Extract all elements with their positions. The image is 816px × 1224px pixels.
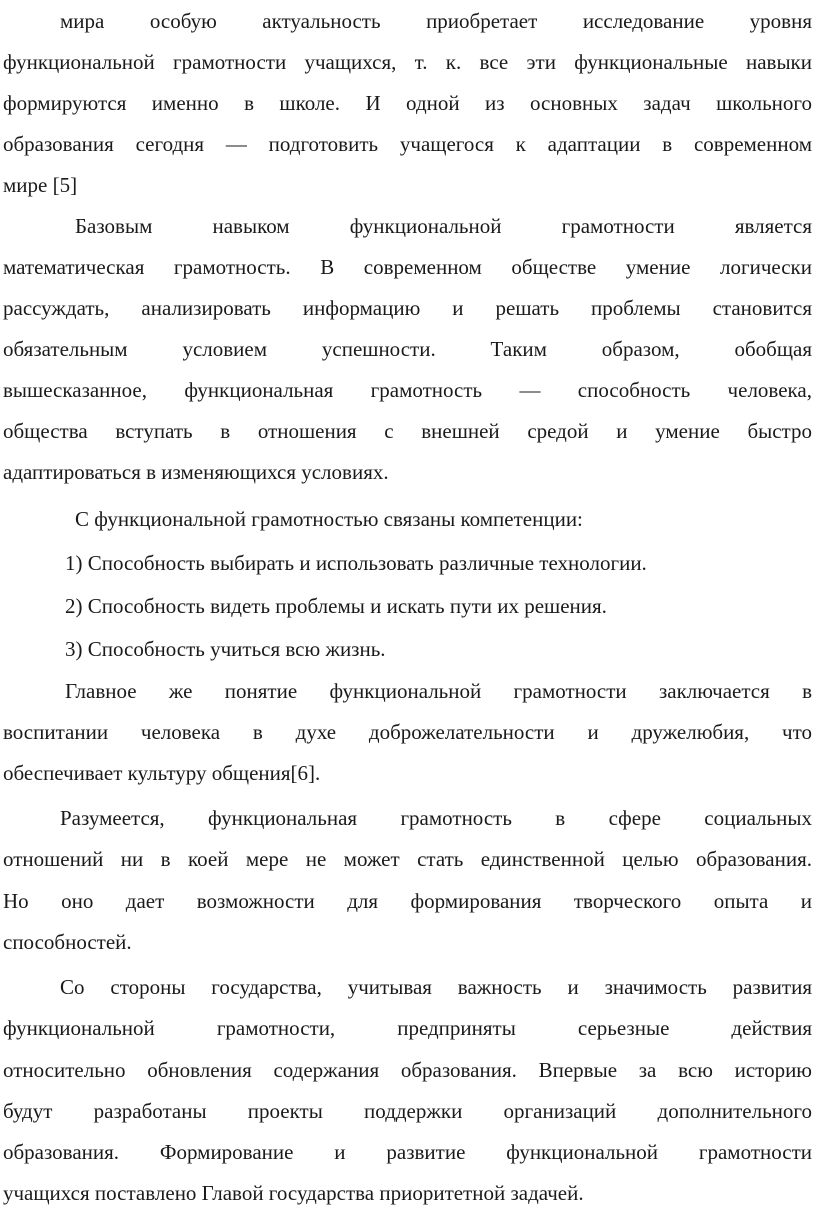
list-item: 3) Способность учиться всю жизнь. bbox=[65, 637, 386, 661]
text-line: формируются именно в школе. И одной из основных задач школьного bbox=[3, 91, 812, 115]
text-line: адаптироваться в изменяющихся условиях. bbox=[3, 460, 389, 484]
text-line: функциональной грамотности учащихся, т. к. все эти функциональные навыки bbox=[3, 50, 812, 74]
list-item: 2) Способность видеть проблемы и искать пути их решения. bbox=[65, 594, 607, 618]
text-line: математическая грамотность. В современном обществе умение логически bbox=[3, 255, 812, 279]
text-line: Базовым навыком функциональной грамотности является bbox=[75, 214, 812, 238]
text-line: общества вступать в отношения с внешней средой и умение быстро bbox=[3, 419, 812, 443]
text-line: будут разработаны проекты поддержки организаций дополнительного bbox=[3, 1099, 812, 1123]
text-line: образования. Формирование и развитие функциональной грамотности bbox=[3, 1140, 812, 1164]
text-line: Со стороны государства, учитывая важность и значимость развития bbox=[60, 975, 812, 999]
text-line: мира особую актуальность приобретает исследование уровня bbox=[60, 9, 812, 33]
text-line: Разумеется, функциональная грамотность в сфере социальных bbox=[60, 806, 812, 830]
text-line: С функциональной грамотностью связаны компетенции: bbox=[75, 507, 583, 531]
text-line: Главное же понятие функциональной грамотности заключается в bbox=[65, 679, 812, 703]
text-line: относительно обновления содержания образования. Впервые за всю историю bbox=[3, 1058, 812, 1082]
text-line: вышесказанное, функциональная грамотность — способность человека, bbox=[3, 378, 812, 402]
text-line: обязательным условием успешности. Таким образом, обобщая bbox=[3, 337, 812, 361]
text-line: рассуждать, анализировать информацию и решать проблемы становится bbox=[3, 296, 812, 320]
text-line: учащихся поставлено Главой государства приоритетной задачей. bbox=[3, 1181, 584, 1205]
text-line: мире [5] bbox=[3, 173, 78, 197]
text-line: воспитании человека в духе доброжелательности и дружелюбия, что bbox=[3, 720, 812, 744]
text-line: Но оно дает возможности для формирования творческого опыта и bbox=[3, 889, 812, 913]
text-line: образования сегодня — подготовить учащегося к адаптации в современном bbox=[3, 132, 812, 156]
text-line: отношений ни в коей мере не может стать единственной целью образования. bbox=[3, 847, 812, 871]
text-line: способностей. bbox=[3, 930, 132, 954]
text-line: обеспечивает культуру общения[6]. bbox=[3, 761, 321, 785]
text-line: функциональной грамотности, предприняты серьезные действия bbox=[3, 1016, 812, 1040]
list-item: 1) Способность выбирать и использовать различные технологии. bbox=[65, 551, 647, 575]
